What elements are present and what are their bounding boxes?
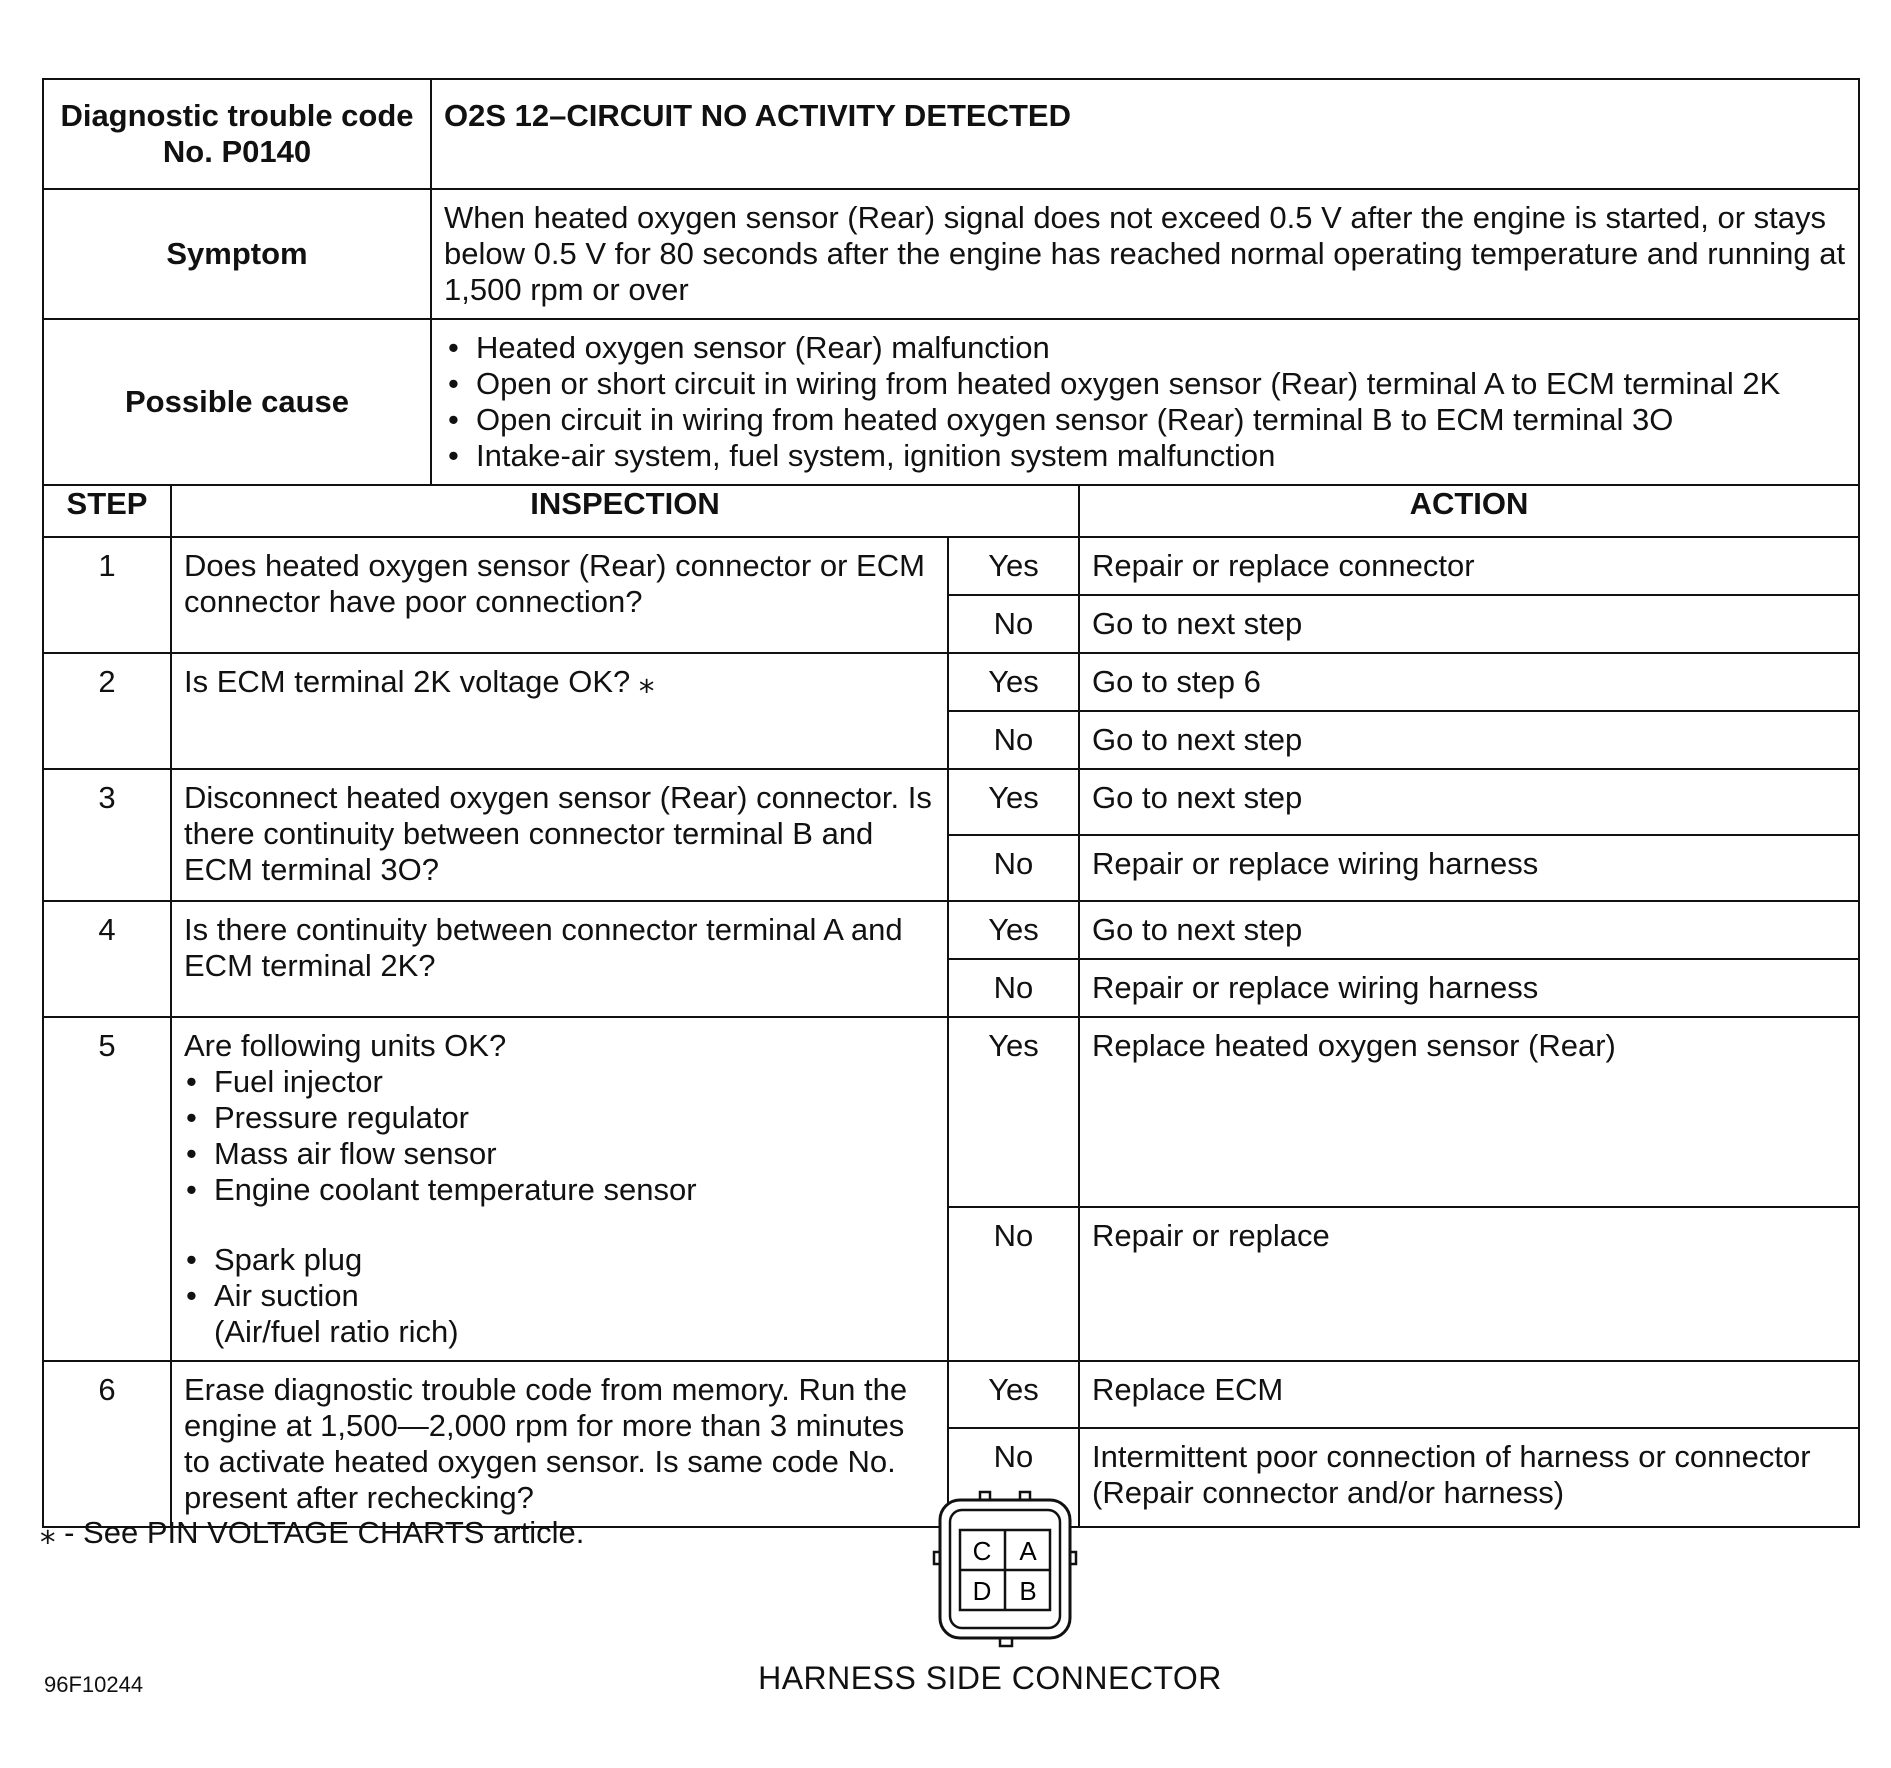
- no-action: Repair or replace wiring harness: [1079, 959, 1859, 1017]
- step-6-yes-row: [43, 1361, 1859, 1428]
- dtc-table: [42, 78, 1860, 1528]
- yes-action: Repair or replace connector: [1079, 537, 1859, 595]
- footnote: ⁎ - See PIN VOLTAGE CHARTS article.: [40, 1515, 585, 1550]
- dtc-code-row: [43, 79, 1859, 189]
- step-inspection: Is there continuity between connector terminal A and ECM terminal 2K?: [171, 901, 948, 1017]
- pin-a-label: A: [1019, 1536, 1037, 1566]
- step-3-yes-row: [43, 769, 1859, 835]
- yes-action: Go to next step: [1079, 769, 1859, 835]
- dtc-code-label: Diagnostic trouble code No. P0140: [43, 79, 431, 189]
- step-5-yes-row: [43, 1017, 1859, 1207]
- step-question: Are following units OK?: [184, 1028, 507, 1063]
- yes-label: Yes: [948, 769, 1079, 835]
- harness-connector-diagram: [930, 1490, 1080, 1650]
- connector-icon: [930, 1490, 1080, 1650]
- column-header-row: [43, 485, 1859, 537]
- figure-id: 96F10244: [44, 1672, 144, 1697]
- yes-label: Yes: [948, 1361, 1079, 1428]
- no-action: Repair or replace: [1079, 1207, 1859, 1361]
- cause-label: Possible cause: [43, 319, 431, 485]
- no-label: No: [948, 959, 1079, 1017]
- step-1-yes-row: [43, 537, 1859, 595]
- cause-item: • Open or short circuit in wiring from heated oxygen sensor (Rear) terminal A to ECM terminal 2K: [444, 366, 1846, 402]
- step-number: 4: [43, 901, 171, 1017]
- pin-b-label: B: [1019, 1576, 1037, 1606]
- step-number: 3: [43, 769, 171, 901]
- no-label: No: [948, 711, 1079, 769]
- step-4-yes-row: [43, 901, 1859, 959]
- no-label: No: [948, 1207, 1079, 1361]
- no-action: Repair or replace wiring harness: [1079, 835, 1859, 901]
- yes-label: Yes: [948, 1017, 1079, 1207]
- step-inspection: Does heated oxygen sensor (Rear) connector or ECM connector have poor connection?: [171, 537, 948, 653]
- yes-label: Yes: [948, 901, 1079, 959]
- unit-note: (Air/fuel ratio rich): [214, 1314, 459, 1349]
- yes-action: Go to step 6: [1079, 653, 1859, 711]
- unit-item: • Fuel injector: [184, 1064, 935, 1100]
- step-inspection: Erase diagnostic trouble code from memory. Run the engine at 1,500—2,000 rpm for more than 3 minutes to activate heated oxygen sensor. Is same code No. present after rechecking?: [171, 1361, 948, 1527]
- step-number: 5: [43, 1017, 171, 1361]
- unit-item: • Pressure regulator: [184, 1100, 935, 1136]
- unit-item: • Spark plug: [184, 1242, 935, 1278]
- step-number: 2: [43, 653, 171, 769]
- cause-list-cell: [431, 319, 1859, 485]
- yes-action: Go to next step: [1079, 901, 1859, 959]
- step-2-yes-row: [43, 653, 1859, 711]
- symptom-row: [43, 189, 1859, 319]
- unit-item: • Mass air flow sensor: [184, 1136, 935, 1172]
- no-label: No: [948, 1428, 1079, 1527]
- cause-item: • Open circuit in wiring from heated oxygen sensor (Rear) terminal B to ECM terminal 3O: [444, 402, 1846, 438]
- no-action: Go to next step: [1079, 595, 1859, 653]
- dtc-title: O2S 12–CIRCUIT NO ACTIVITY DETECTED: [431, 79, 1859, 189]
- cause-item: • Intake-air system, fuel system, ignition system malfunction: [444, 438, 1846, 474]
- connector-caption: HARNESS SIDE CONNECTOR: [758, 1660, 1222, 1696]
- pin-d-label: D: [972, 1576, 992, 1606]
- step-inspection: Is ECM terminal 2K voltage OK? ⁎: [171, 653, 948, 769]
- unit-item: • Air suction: [184, 1278, 935, 1314]
- cause-row: [43, 319, 1859, 485]
- yes-label: Yes: [948, 653, 1079, 711]
- step-inspection: [171, 1017, 948, 1361]
- cause-list: [444, 330, 1846, 474]
- step-number: 1: [43, 537, 171, 653]
- inspection-column-header: INSPECTION: [171, 485, 1079, 537]
- pin-c-label: C: [972, 1536, 992, 1566]
- symptom-label: Symptom: [43, 189, 431, 319]
- unit-list: [184, 1064, 935, 1350]
- step-inspection: Disconnect heated oxygen sensor (Rear) connector. Is there continuity between connector terminal B and ECM terminal 3O?: [171, 769, 948, 901]
- no-action: Intermittent poor connection of harness or connector (Repair connector and/or harness): [1079, 1428, 1859, 1527]
- no-label: No: [948, 835, 1079, 901]
- cause-item: • Heated oxygen sensor (Rear) malfunction: [444, 330, 1846, 366]
- unit-item: • Engine coolant temperature sensor: [184, 1172, 935, 1208]
- no-label: No: [948, 595, 1079, 653]
- step-column-header: STEP: [43, 485, 171, 537]
- no-action: Go to next step: [1079, 711, 1859, 769]
- yes-label: Yes: [948, 537, 1079, 595]
- action-column-header: ACTION: [1079, 485, 1859, 537]
- symptom-text: When heated oxygen sensor (Rear) signal does not exceed 0.5 V after the engine is started, or stays below 0.5 V for 80 seconds after the engine has reached normal operating temperature and running at 1,500 rpm or over: [431, 189, 1859, 319]
- step-number: 6: [43, 1361, 171, 1527]
- yes-action: Replace ECM: [1079, 1361, 1859, 1428]
- yes-action: Replace heated oxygen sensor (Rear): [1079, 1017, 1859, 1207]
